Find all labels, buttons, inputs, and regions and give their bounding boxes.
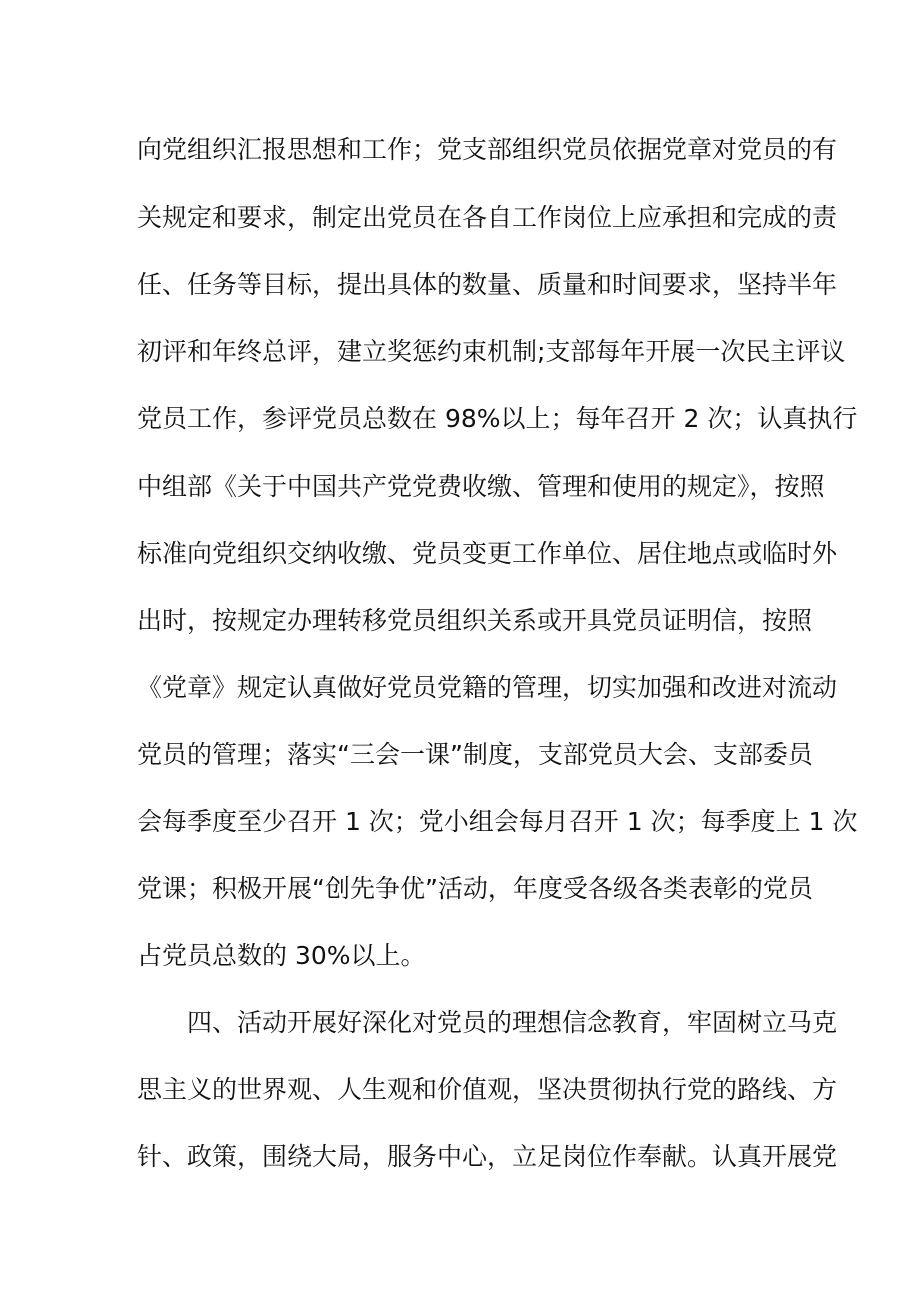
paragraph-2-line: 思主义的世界观、人生观和价值观，坚决贯彻执行党的路线、方 [137,1075,838,1104]
paragraph-1-line: 关规定和要求，制定出党员在各自工作岗位上应承担和完成的责 [137,203,838,232]
paragraph-1-line: 党课；积极开展“创先争优”活动，年度受各级各类表彰的党员 [137,874,813,903]
paragraph-1-line: 向党组织汇报思想和工作；党支部组织党员依据党章对党员的有 [137,135,838,164]
paragraph-1-line: 占党员总数的 30%以上。 [137,941,426,970]
paragraph-1-line: 中组部《关于中国共产党党费收缴、管理和使用的规定》，按照 [137,472,825,501]
paragraph-1-line: 党员的管理；落实“三会一课”制度，支部党员大会、支部委员 [137,740,813,769]
paragraph-2-line: 针、政策，围绕大局，服务中心，立足岗位作奉献。认真开展党 [137,1142,838,1171]
paragraph-1-line: 标准向党组织交纳收缴、党员变更工作单位、居住地点或临时外 [137,539,838,568]
paragraph-1-line: 任、任务等目标，提出具体的数量、质量和时间要求，坚持半年 [137,270,838,299]
paragraph-2-line: 四、活动开展好深化对党员的理想信念教育，牢固树立马克 [187,1008,838,1037]
paragraph-1-line: 初评和年终总评，建立奖惩约束机制;支部每年开展一次民主评议 [137,337,846,366]
paragraph-1-line: 会每季度至少召开 1 次；党小组会每月召开 1 次；每季度上 1 次 [137,807,858,836]
paragraph-1-line: 党员工作，参评党员总数在 98%以上；每年召开 2 次；认真执行 [137,404,858,433]
paragraph-1-line: 出时，按规定办理转移党员组织关系或开具党员证明信，按照 [137,606,813,635]
paragraph-1-line: 《党章》规定认真做好党员党籍的管理，切实加强和改进对流动 [137,673,838,702]
